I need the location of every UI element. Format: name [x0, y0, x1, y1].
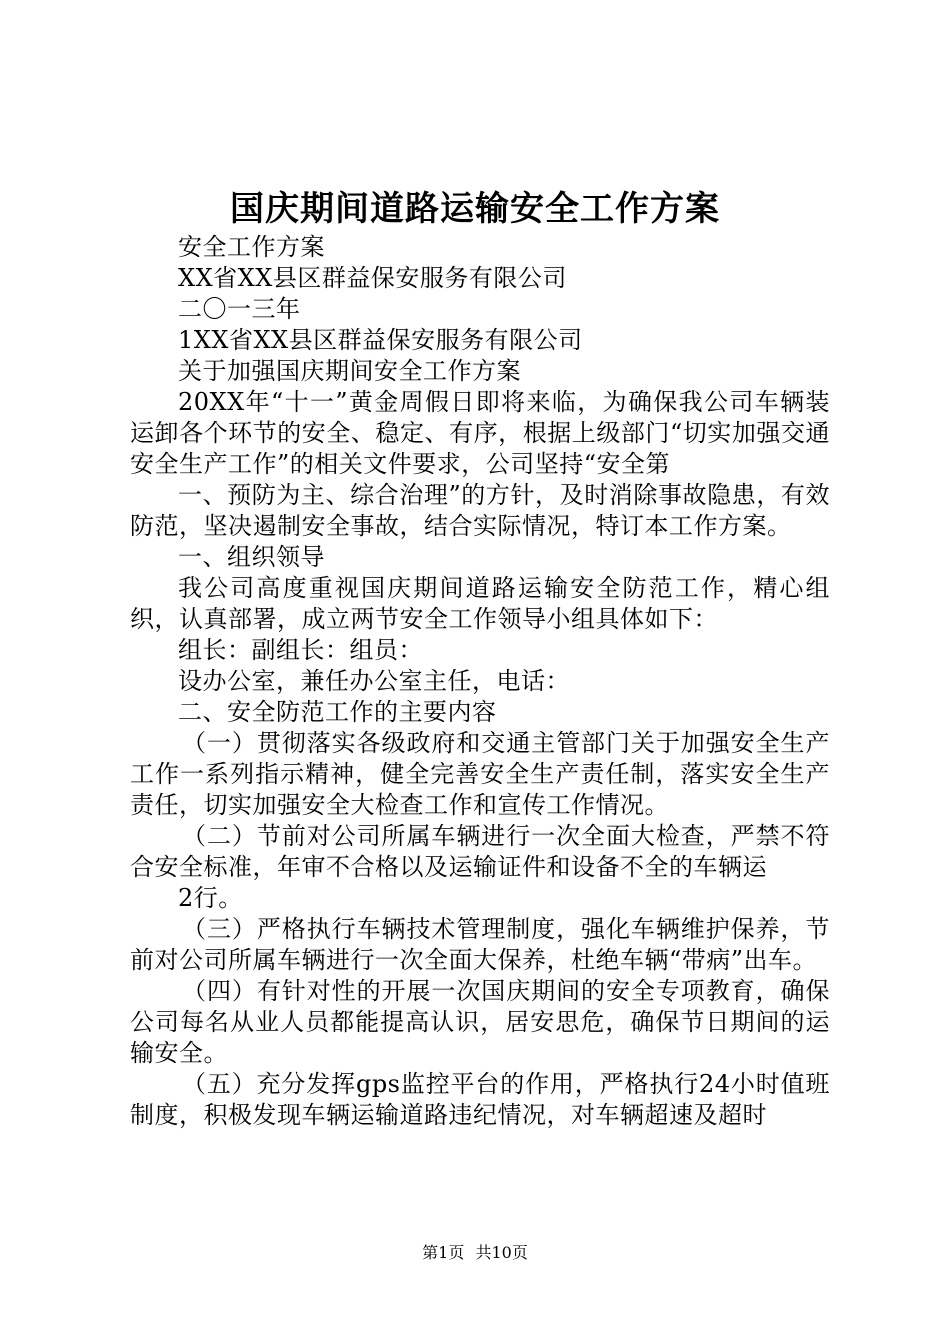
paragraph: 设办公室，兼任办公室主任，电话：: [178, 667, 570, 695]
section-heading: 一、组织领导: [178, 543, 325, 571]
paragraph: 我公司高度重视国庆期间道路运输安全防范工作，精心组织，认真部署，成立两节安全工作领导小组具体如下：: [130, 574, 830, 633]
paragraph: XX省XX县区群益保安服务有限公司: [178, 264, 567, 292]
paragraph: 2行。: [178, 884, 243, 912]
paragraph: （三）严格执行车辆技术管理制度，强化车辆维护保养，节前对公司所属车辆进行一次全面大保养，杜绝车辆“带病”出车。: [130, 915, 830, 974]
document-title: 国庆期间道路运输安全工作方案: [230, 189, 720, 229]
page-number: 第1页: [422, 1243, 465, 1262]
section-heading: 二、安全防范工作的主要内容: [178, 698, 497, 726]
paragraph: 一、预防为主、综合治理”的方针，及时消除事故隐患，有效防范，坚决遏制安全事故，结合实际情况，特订本工作方案。: [130, 481, 830, 540]
page-total: 共10页: [475, 1243, 528, 1262]
paragraph: 1XX省XX县区群益保安服务有限公司: [178, 326, 583, 354]
paragraph: 组长：副组长：组员：: [178, 636, 423, 664]
paragraph: 安全工作方案: [178, 233, 325, 261]
paragraph: （四）有针对性的开展一次国庆期间的安全专项教育，确保公司每名从业人员都能提高认识，居安思危，确保节日期间的运输安全。: [130, 977, 830, 1067]
paragraph: 20XX年“十一”黄金周假日即将来临，为确保我公司车辆装运卸各个环节的安全、稳定、有序，根据上级部门“切实加强交通安全生产工作”的相关文件要求，公司坚持“安全第: [130, 388, 830, 478]
paragraph: （五）充分发挥gps监控平台的作用，严格执行24小时值班制度，积极发现车辆运输道路违纪情况，对车辆超速及超时: [130, 1070, 830, 1129]
page-footer: [0, 1242, 950, 1264]
paragraph: 关于加强国庆期间安全工作方案: [178, 357, 521, 385]
document-body: [130, 232, 830, 1131]
paragraph: （一）贯彻落实各级政府和交通主管部门关于加强安全生产工作一系列指示精神，健全完善安全生产责任制，落实安全生产责任，切实加强安全大检查工作和宣传工作情况。: [130, 729, 830, 819]
paragraph: （二）节前对公司所属车辆进行一次全面大检查，严禁不符合安全标准，年审不合格以及运输证件和设备不全的车辆运: [130, 822, 830, 881]
paragraph: 二〇一三年: [178, 295, 301, 323]
